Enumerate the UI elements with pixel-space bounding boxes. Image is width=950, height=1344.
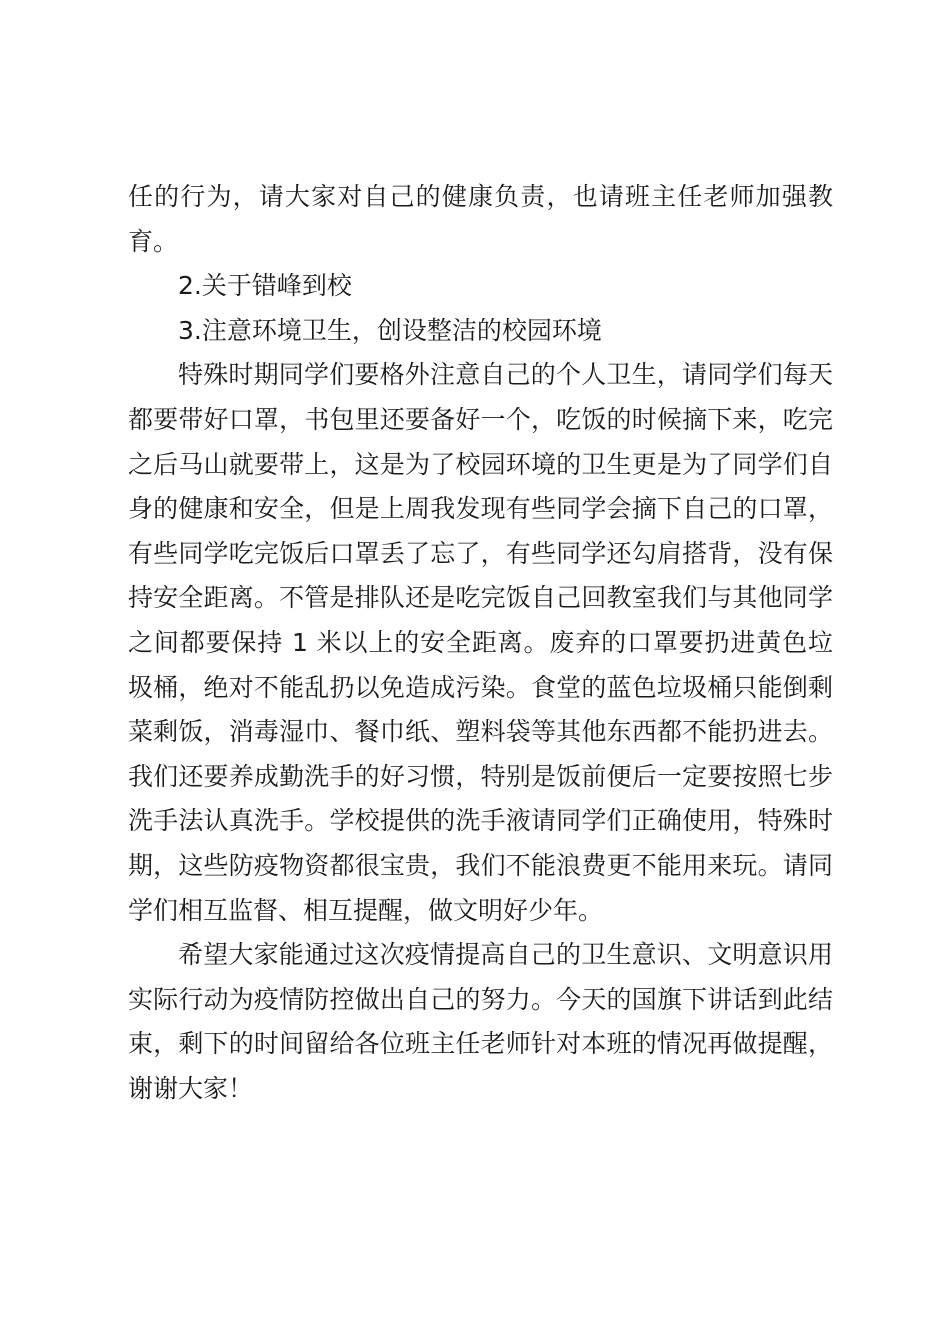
paragraph-continuation: 任的行为，请大家对自己的健康负责，也请班主任老师加强教育。 [128,182,833,256]
paragraph-heading-staggered-arrival: 2.关于错峰到校 [178,271,352,301]
paragraph-hygiene-rules: 特殊时期同学们要格外注意自己的个人卫生，请同学们每天都要带好口罩，书包里还要备好一个，吃饭的时候摘下来，吃完之后马山就要带上，这是为了校园环境的卫生更是为了同学们自身的健康和安全，但是上周我发现有些同学会摘下自己的口罩，有些同学吃完饭后口罩丢了忘了，有些同学还勾肩搭背，没有保持安全距离。不管是排队还是吃完饭自己回教室我们与其他同学之间都要保持 1 米以上的安全距离。废弃的口罩要扔进黄色垃圾桶，绝对不能乱扔以免造成污染。食堂的蓝色垃圾桶只能倒剩菜剩饭，消毒湿巾、餐巾纸、塑料袋等其他东西都不能扔进去。我们还要养成勤洗手的好习惯，特别是饭前便后一定要按照七步洗手法认真洗手。学校提供的洗手液请同学们正确使用，特殊时期，这些防疫物资都很宝贵，我们不能浪费更不能用来玩。请同学们相互监督、相互提醒，做文明好少年。 [128,360,833,925]
paragraph-closing: 希望大家能通过这次疫情提高自己的卫生意识、文明意识用实际行动为疫情防控做出自己的努力。今天的国旗下讲话到此结束，剩下的时间留给各位班主任老师针对本班的情况再做提醒，谢谢大家！ [128,940,833,1103]
document-body [128,175,833,1111]
paragraph-heading-environment-hygiene: 3.注意环境卫生，创设整洁的校园环境 [178,315,602,345]
